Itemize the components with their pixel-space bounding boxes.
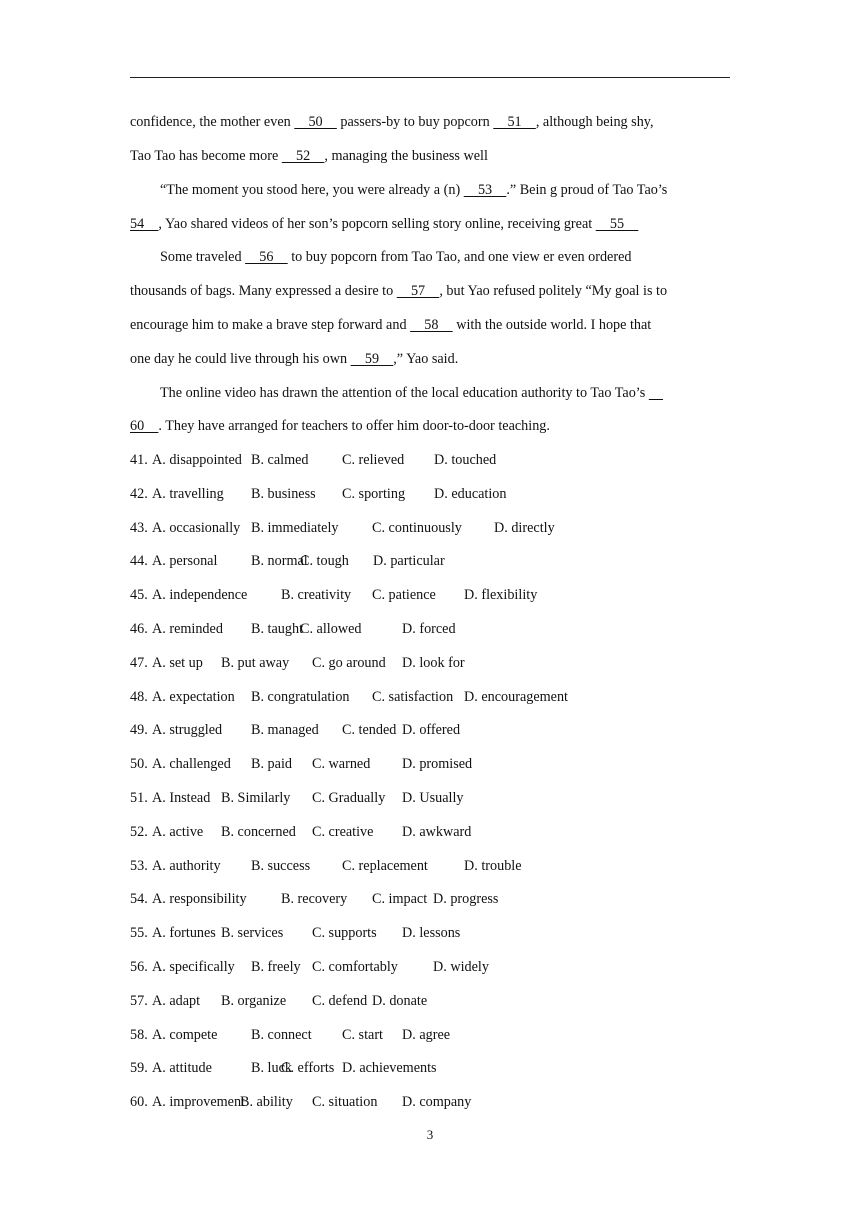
option-c: C. start xyxy=(342,1026,383,1043)
option-b: B. business xyxy=(251,485,316,502)
option-c: C. comfortably xyxy=(312,959,398,975)
option-a: A. disappointed xyxy=(152,452,242,468)
option-d: D. promised xyxy=(402,756,473,773)
option-c: C. situation xyxy=(312,1094,378,1111)
option-b: B. taught xyxy=(251,621,304,637)
question-row xyxy=(130,856,750,876)
option-c: C. warned xyxy=(312,756,371,773)
option-d: D. lessons xyxy=(402,925,461,942)
option-c: C. defend xyxy=(312,992,368,1009)
passage-text: , Yao shared videos of her son’s popcorn selling story online, receiving great xyxy=(158,216,596,232)
option-b: B. Similarly xyxy=(221,790,291,806)
question-row xyxy=(130,619,750,639)
option-a: A. compete xyxy=(152,1026,218,1043)
option-d: D. achievements xyxy=(342,1060,437,1077)
option-d: D. widely xyxy=(433,959,489,975)
option-a: A. reminded xyxy=(152,621,223,637)
option-b: B. congratulation xyxy=(251,688,350,705)
question-number: 55. xyxy=(130,925,148,942)
question-number: 42. xyxy=(130,485,148,502)
option-d: D. forced xyxy=(402,621,456,637)
option-c: C. allowed xyxy=(300,621,362,637)
option-d: D. encouragement xyxy=(464,688,568,705)
option-a: A. adapt xyxy=(152,992,201,1009)
option-b: B. services xyxy=(221,925,284,942)
option-c: C. Gradually xyxy=(312,790,386,806)
blank-51: 51 xyxy=(493,114,536,130)
question-row xyxy=(130,484,750,504)
blank-55: 55 xyxy=(595,216,639,232)
passage-line xyxy=(130,349,458,369)
option-b: B. put away xyxy=(221,654,290,671)
option-c: C. relieved xyxy=(342,452,405,468)
option-a: A. personal xyxy=(152,553,218,570)
option-b: B. connect xyxy=(251,1026,312,1043)
option-d: D. look for xyxy=(402,654,465,671)
question-number: 56. xyxy=(130,959,148,975)
option-b: B. concerned xyxy=(221,823,296,840)
option-c: C. tough xyxy=(300,553,349,570)
passage-text: to buy popcorn from Tao Tao, and one view er even ordered xyxy=(287,249,632,265)
passage-text: The online video has drawn the attention of the local education authority to Tao Tao’s xyxy=(160,385,649,401)
option-a: A. responsibility xyxy=(152,891,247,908)
option-d: D. flexibility xyxy=(464,587,538,604)
question-row xyxy=(130,754,750,774)
option-d: D. agree xyxy=(402,1026,451,1043)
question-number: 41. xyxy=(130,452,148,468)
passage-line xyxy=(130,416,550,436)
blank-56: 56 xyxy=(245,249,288,265)
question-row xyxy=(130,518,750,538)
option-b: B. ability xyxy=(240,1094,293,1111)
passage-text: Some traveled xyxy=(160,249,246,265)
question-row xyxy=(130,822,750,842)
option-c: C. go around xyxy=(312,654,386,671)
question-number: 60. xyxy=(130,1094,148,1111)
passage-text: . They have arranged for teachers to offer him door-to-door teaching. xyxy=(158,418,550,434)
passage-text: “The moment you stood here, you were already a (n) xyxy=(160,182,464,198)
option-c: C. creative xyxy=(312,823,374,840)
option-c: C. replacement xyxy=(342,857,428,874)
question-number: 58. xyxy=(130,1026,148,1043)
option-d: D. company xyxy=(402,1094,472,1111)
option-d: D. donate xyxy=(372,992,428,1009)
question-number: 51. xyxy=(130,790,148,806)
option-a: A. expectation xyxy=(152,688,235,705)
passage-line xyxy=(160,180,667,200)
passage-line xyxy=(130,112,654,132)
option-c: C. satisfaction xyxy=(372,688,454,705)
passage-line xyxy=(160,247,631,267)
option-b: B. freely xyxy=(251,959,301,975)
passage-text: , but Yao refused politely “My goal is to xyxy=(439,283,668,299)
option-a: A. struggled xyxy=(152,722,223,739)
question-number: 45. xyxy=(130,587,148,604)
page-number: 3 xyxy=(426,1127,434,1142)
option-d: D. Usually xyxy=(402,790,464,806)
option-b: B. calmed xyxy=(251,452,309,468)
passage-text: encourage him to make a brave step forward and xyxy=(130,317,411,333)
passage-line xyxy=(130,281,667,301)
option-b: B. managed xyxy=(251,722,319,739)
question-row xyxy=(130,551,750,571)
question-number: 52. xyxy=(130,823,148,840)
passage-text: ,” Yao said. xyxy=(393,351,459,367)
question-row xyxy=(130,788,750,808)
question-row xyxy=(130,1092,750,1112)
option-b: B. success xyxy=(251,857,311,874)
passage-text: Tao Tao has become more xyxy=(130,148,282,164)
question-number: 46. xyxy=(130,621,148,637)
question-number: 47. xyxy=(130,654,148,671)
option-d: D. trouble xyxy=(464,857,522,874)
passage-line xyxy=(160,383,663,403)
blank-59: 59 xyxy=(350,351,394,367)
option-d: D. particular xyxy=(373,553,445,570)
question-row xyxy=(130,585,750,605)
passage-text: , although being shy, xyxy=(535,114,654,130)
question-number: 54. xyxy=(130,891,148,908)
question-row xyxy=(130,450,750,470)
option-a: A. authority xyxy=(152,857,221,874)
question-number: 50. xyxy=(130,756,148,773)
blank-50: 50 xyxy=(294,114,337,130)
question-number: 48. xyxy=(130,688,148,705)
question-row xyxy=(130,957,750,977)
blank-53: 53 xyxy=(463,182,507,198)
option-c: C. continuously xyxy=(372,519,462,536)
option-b: B. creativity xyxy=(281,587,352,604)
question-number: 49. xyxy=(130,722,148,739)
question-row xyxy=(130,889,750,909)
question-row xyxy=(130,1025,750,1045)
option-b: B. normal xyxy=(251,553,308,570)
question-row xyxy=(130,653,750,673)
option-c: C. patience xyxy=(372,587,436,604)
passage-text: passers-by to buy popcorn xyxy=(336,114,494,130)
question-row xyxy=(130,720,750,740)
option-a: A. occasionally xyxy=(152,519,241,536)
blank-58: 58 xyxy=(410,317,453,333)
passage-text: .” Bein g proud of Tao Tao’s xyxy=(506,182,668,198)
option-c: C. impact xyxy=(372,891,428,908)
passage-line xyxy=(130,146,488,166)
option-c: C. supports xyxy=(312,925,377,942)
passage-text: , managing the business well xyxy=(324,148,488,164)
option-b: B. organize xyxy=(221,992,287,1009)
question-number: 59. xyxy=(130,1060,148,1077)
header-rule xyxy=(130,77,730,78)
blank-60: 60 xyxy=(130,418,159,434)
blank-52: 52 xyxy=(281,148,325,164)
option-a: A. challenged xyxy=(152,756,231,773)
option-d: D. awkward xyxy=(402,823,472,840)
option-a: A. improvement xyxy=(152,1094,245,1111)
option-a: A. independence xyxy=(152,587,248,604)
option-a: A. specifically xyxy=(152,959,235,975)
option-b: B. recovery xyxy=(281,891,348,908)
question-number: 53. xyxy=(130,857,148,874)
question-row xyxy=(130,991,750,1011)
option-c: C. efforts xyxy=(281,1060,335,1077)
passage-text: confidence, the mother even xyxy=(130,114,295,130)
passage-text: thousands of bags. Many expressed a desire to xyxy=(130,283,397,299)
option-a: A. travelling xyxy=(152,485,224,502)
option-d: D. offered xyxy=(402,722,461,739)
option-a: A. set up xyxy=(152,654,203,671)
blank-57: 57 xyxy=(396,283,440,299)
option-c: C. sporting xyxy=(342,485,406,502)
option-d: D. progress xyxy=(433,891,499,908)
option-b: B. luck xyxy=(251,1060,292,1077)
passage-line xyxy=(130,315,651,335)
question-number: 44. xyxy=(130,553,148,570)
blank-54: 54 xyxy=(130,216,159,232)
option-d: D. education xyxy=(434,485,507,502)
passage-text: one day he could live through his own xyxy=(130,351,351,367)
option-a: A. Instead xyxy=(152,790,211,806)
option-b: B. paid xyxy=(251,756,292,773)
passage-line xyxy=(130,214,638,234)
option-d: D. directly xyxy=(494,519,555,536)
question-number: 57. xyxy=(130,992,148,1009)
option-c: C. tended xyxy=(342,722,397,739)
question-number: 43. xyxy=(130,519,148,536)
option-a: A. attitude xyxy=(152,1060,212,1077)
passage-text: with the outside world. I hope that xyxy=(452,317,652,333)
question-row xyxy=(130,687,750,707)
question-row xyxy=(130,1058,750,1078)
blank-60-start xyxy=(649,383,663,403)
option-a: A. active xyxy=(152,823,204,840)
question-row xyxy=(130,923,750,943)
option-d: D. touched xyxy=(434,452,497,468)
option-a: A. fortunes xyxy=(152,925,216,942)
option-b: B. immediately xyxy=(251,519,339,536)
